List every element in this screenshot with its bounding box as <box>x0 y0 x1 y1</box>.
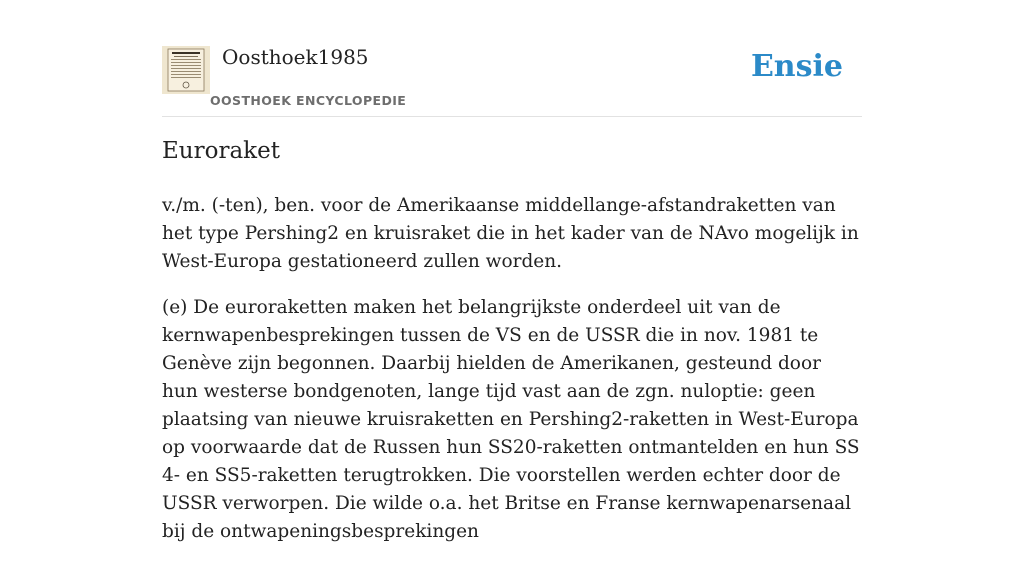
author-link[interactable]: Oosthoek1985 <box>222 45 369 69</box>
article-body <box>162 192 862 564</box>
source-label: OOSTHOEK ENCYCLOPEDIE <box>210 93 407 108</box>
book-cover-icon <box>162 46 210 94</box>
article-paragraph: (e) De euroraketten maken het belangrijkste onderdeel uit van de kernwapenbesprekingen tussen de VS en de USSR die in nov. 1981 te Genève zijn begonnen. Daarbij hielden de Amerikanen, gesteund door hun westerse bondgenoten, lange tijd vast aan de zgn. nuloptie: geen plaatsing van nieuwe kruisraketten en Pershing2-raketten in West-Europa op voorwaarde dat de Russen hun SS20-raketten ontmantelden en hun SS 4- en SS5-raketten terugtrokken. Die voorstellen werden echter door de USSR verworpen. Die wilde o.a. het Britse en Franse kernwapenarsenaal bij de ontwapeningsbesprekingen <box>162 297 860 542</box>
avatar[interactable] <box>162 46 210 94</box>
article-title: Euroraket <box>162 138 280 164</box>
brand-logo[interactable]: Ensie <box>750 49 843 84</box>
article-paragraph: v./m. (-ten), ben. voor de Amerikaanse middellange-afstandraketten van het type Pershing2 en kruisraket die in het kader van de NAvo mogelijk in West-Europa gestationeerd zullen worden. <box>162 195 859 272</box>
page-header <box>162 44 862 117</box>
